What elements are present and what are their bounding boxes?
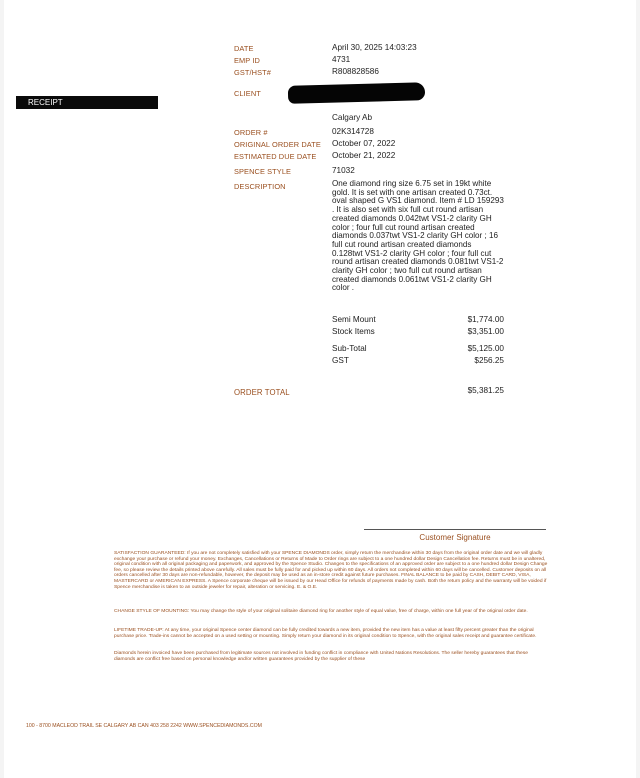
semi-mount-amount: $1,774.00 [467, 315, 504, 324]
gst-number-label: GST/HST# [234, 68, 271, 77]
emp-id-label: EMP ID [234, 56, 260, 65]
client-city: Calgary Ab [332, 113, 373, 122]
due-date-value: October 21, 2022 [332, 151, 396, 160]
gst-amount: $256.25 [474, 356, 504, 365]
order-total-label: ORDER TOTAL [234, 388, 290, 397]
satisfaction-terms: SATISFACTION GUARANTEED: If you are not completely satisfied with your SPENCE DIAMONDS order, simply return the merchandise within 30 days from the original order date and we will gladly exchange your purchase or refund your money. Exchanges, Cancellations or Returns of Made to Order rings are subject to a one hundred dollar Design Cancellation fee. Returns must be in unaltered, original condition with all original packaging and paperwork, and approved by the Spence Studio. Changes to the specifications of an approved order are subject to a one hundred dollar Design Change fee, so please review the details printed above carefully. All sales must be fully paid for and picked up within 60 days. All orders not completed within 60 days will be cancelled. Customer deposits on all orders cancelled after 30 days are non-refundable, however, the deposit may be used as an in-store credit against future purchases. FINAL BALANCE to be paid by CASH, DEBIT CARD, VISA, MASTERCARD or AMERICAN EXPRESS. A Spence corporate cheque will be issued by our Head Office for refunds of payments made by cash. Both the return policy and the warranty will be voided if Spence merchandise is taken to an outside jeweler for repair, alteration or servicing. E. & O.E. [114, 551, 548, 590]
order-total-amount: $5,381.25 [467, 386, 504, 395]
date-label: DATE [234, 44, 254, 53]
receipt-banner: RECEIPT [16, 96, 158, 109]
conflict-free-terms: Diamonds herein invoiced have been purchased from legitimate sources not involved in funding conflict in compliance with United Nations Resolutions. The seller hereby guarantees that these diamonds are conflict free based on personal knowledge and/or written guarantees provided by the supplier of these [114, 651, 528, 662]
date-value: April 30, 2025 14:03:23 [332, 43, 417, 52]
spence-style-value: 71032 [332, 166, 355, 175]
redaction-mark [288, 82, 425, 104]
lifetime-trade-up-terms: LIFETIME TRADE-UP: At any time, your original Spence center diamond can be fully credited towards a new item, provided the new item has a value at least fifty percent greater than the original purchase price. Trade-ins cannot be accepted on a used setting or mounting. Simply return your diamond in its original condition to Spence, with the original sales receipt and guarantee certificate. [114, 628, 537, 639]
subtotal-amount: $5,125.00 [467, 344, 504, 353]
store-address-footer: 100 - 8700 MACLEOD TRAIL SE CALGARY AB CAN 403 258 2242 WWW.SPENCEDIAMONDS.COM [26, 723, 262, 729]
emp-id-value: 4731 [332, 55, 351, 64]
original-order-date-value: October 07, 2022 [332, 139, 396, 148]
stock-items-amount: $3,351.00 [467, 327, 504, 336]
subtotal-label: Sub-Total [332, 344, 367, 353]
description-label: DESCRIPTION [234, 182, 286, 191]
client-label: CLIENT [234, 89, 261, 98]
stock-items-label: Stock Items [332, 327, 375, 336]
spence-style-label: SPENCE STYLE [234, 167, 292, 176]
gst-number-value: R808828586 [332, 67, 379, 76]
change-style-terms: CHANGE STYLE OF MOUNTING: You may change the style of your original solitaire diamond ring for another style of equal value, free of charge, within one full year of the original order date. [114, 609, 528, 614]
description-text: One diamond ring size 6.75 set in 19kt white gold. It is set with one artisan created 0.73ct. oval shaped G VS1 diamond. Item # LD 159293 . It is also set with six full cut round artisan created diamonds 0.042twt VS1-2 clarity GH color ; four full cut round artisan created diamonds 0.037twt VS1-2 clarity GH color ; 16 full cut round artisan created diamonds 0.128twt VS1-2 clarity GH color ; four full cut round artisan created diamonds 0.081twt VS1-2 clarity GH color ; two full cut round artisan created diamonds 0.061twt VS1-2 clarity GH color . [332, 179, 504, 293]
order-number-label: ORDER # [234, 128, 268, 137]
due-date-label: ESTIMATED DUE DATE [234, 152, 317, 161]
receipt-page [4, 0, 636, 778]
customer-signature-label: Customer Signature [419, 533, 491, 542]
order-number-value: 02K314728 [332, 127, 374, 136]
gst-label: GST [332, 356, 349, 365]
original-order-date-label: ORIGINAL ORDER DATE [234, 140, 321, 149]
signature-line [364, 529, 546, 530]
semi-mount-label: Semi Mount [332, 315, 376, 324]
